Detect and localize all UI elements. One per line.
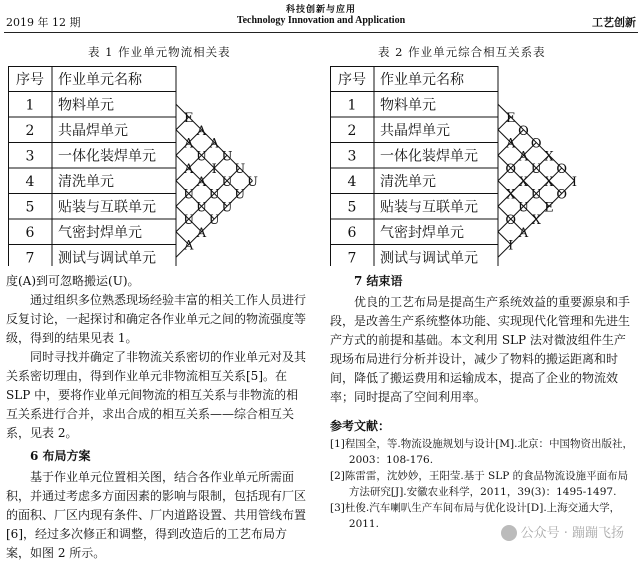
table1-relation-chart	[8, 66, 316, 266]
right-column	[330, 272, 636, 532]
relation-letter: E	[544, 200, 554, 216]
header-num: 序号	[16, 71, 44, 88]
relation-letter: X	[531, 213, 541, 228]
header-num: 序号	[338, 71, 366, 88]
row-number: 4	[347, 173, 357, 190]
relation-letter: U	[196, 200, 207, 216]
row-number: 4	[25, 173, 35, 190]
reference-item: [2]陈雷雷，沈妙妙，王阳莹.基于 SLP 的食品物流设施平面布局方法研究[J].安徽农业科学，2011，39(3)：1495-1497.	[330, 470, 629, 498]
relation-letter: O	[556, 187, 568, 203]
row-number: 5	[347, 199, 357, 216]
row-name: 共晶焊单元	[58, 122, 128, 139]
header-rule	[4, 32, 638, 33]
relation-letter: A	[196, 123, 207, 139]
relation-letter: A	[518, 225, 529, 241]
watermark-text: 公众号 · 蹦蹦飞扬	[520, 525, 624, 541]
row-name: 清洗单元	[380, 173, 436, 190]
row-number: 1	[25, 97, 35, 114]
row-number: 2	[347, 122, 357, 139]
paragraph: 度(A)到可忽略搬运(U)。	[6, 274, 140, 288]
relation-letter: O	[505, 162, 517, 177]
table1-title: 表 1 作业单元物流相关表	[88, 45, 231, 59]
relation-letter: I	[571, 174, 578, 190]
reference-item: [3]杜俊.汽车喇叭生产车间布局与优化设计[D].上海交通大学，2011.	[330, 502, 621, 530]
relation-letter: A	[184, 162, 194, 177]
row-name: 一体化装焊单元	[58, 148, 156, 165]
reference-item: [1]程国全，等.物流设施规划与设计[M].北京：中国物资出版社，2003：108-176.	[330, 438, 633, 466]
page-header	[0, 0, 642, 36]
relation-letter: A	[184, 136, 194, 152]
relation-letter: U	[234, 162, 246, 177]
row-number: 3	[347, 148, 357, 165]
relation-letter: O	[556, 162, 568, 177]
header-name: 作业单元名称	[58, 71, 142, 88]
relation-letter: I	[508, 238, 514, 254]
table2-title: 表 2 作业单元综合相互关系表	[378, 45, 546, 59]
relation-letter: U	[183, 187, 195, 203]
relation-letter: U	[234, 187, 246, 203]
row-number: 6	[25, 224, 35, 241]
row-name: 清洗单元	[58, 173, 114, 190]
relation-letter: X	[544, 149, 554, 165]
row-name: 物料单元	[58, 97, 114, 114]
row-name: 贴装与互联单元	[58, 199, 156, 216]
journal-name-en: Technology Innovation and Application	[236, 15, 406, 26]
relation-letter: O	[530, 136, 542, 152]
paragraph: 通过组织多位熟悉现场经验丰富的相关工作人员进行反复讨论，一起探讨和确定各作业单元之间的物流强度等级，得到的结果见表 1。	[6, 293, 307, 345]
relation-letter: U	[530, 187, 542, 203]
row-name: 测试与调试单元	[58, 250, 156, 266]
relation-letter: U	[208, 213, 220, 228]
header-name: 作业单元名称	[380, 71, 464, 88]
row-number: 5	[25, 199, 35, 216]
row-number: 7	[25, 250, 35, 266]
row-number: 3	[25, 148, 35, 165]
issue-label: 2019 年 12 期	[6, 16, 81, 29]
relation-letter: U	[221, 200, 233, 216]
row-name: 一体化装焊单元	[380, 148, 478, 165]
row-name: 贴装与互联单元	[380, 199, 478, 216]
relation-letter: X	[518, 174, 529, 190]
relation-letter: A	[184, 238, 194, 254]
relation-letter: U	[221, 149, 233, 165]
table2-relation-chart	[330, 66, 638, 266]
row-name: 测试与调试单元	[380, 250, 478, 266]
relation-letter: U	[518, 200, 529, 216]
section-heading: 7 结束语	[354, 274, 403, 288]
relation-letter: A	[196, 225, 207, 241]
row-number: 1	[347, 97, 357, 114]
relation-letter: E	[184, 111, 194, 126]
row-name: 气密封焊单元	[380, 224, 464, 241]
relation-letter: A	[209, 136, 219, 152]
relation-letter: U	[221, 174, 233, 190]
relation-letter: U	[183, 213, 195, 228]
relation-letter: U	[196, 149, 207, 165]
left-column	[6, 272, 310, 563]
relation-letter: I	[211, 162, 217, 177]
row-name: 物料单元	[380, 97, 436, 114]
relation-letter: E	[506, 111, 516, 126]
relation-letter: A	[518, 149, 529, 165]
relation-letter: O	[518, 123, 529, 139]
row-name: 气密封焊单元	[58, 224, 142, 241]
relation-letter: O	[505, 213, 517, 228]
relation-letter: U	[530, 162, 542, 177]
wechat-logo-icon	[501, 525, 517, 541]
relation-letter: A	[196, 174, 207, 190]
row-number: 6	[347, 224, 357, 241]
paragraph: 同时寻找并确定了非物流关系密切的作业单元对及其关系密切理由，得到作业单元非物流相互关系[5]。在 SLP 中，要将作业单元间物流的相互关系与非物流的相互关系进行合并，求出合成的相互关系——综合相互关系，见表 2。	[6, 350, 307, 440]
row-number: 2	[25, 122, 35, 139]
watermark	[501, 522, 624, 542]
paragraph: 基于作业单元位置相关图，结合各作业单元所需面积，并通过考虑多方面因素的影响与限制，包括现有厂区的面积、厂区内现有条件、厂内道路设置、共用管线布置[6]，经过多次修正和调整，得到改造后的工艺布局方案，如图 2 所示。	[6, 470, 307, 560]
relation-letter: X	[544, 174, 554, 190]
section-heading: 6 布局方案	[30, 449, 91, 463]
relation-letter: X	[506, 187, 516, 203]
relation-letter: U	[208, 187, 220, 203]
paragraph: 优良的工艺布局是提高生产系统效益的重要源泉和手段，是改善生产系统整体功能、实现现代化管理和先进生产方式的前提和基础。本文利用 SLP 法对微波组件生产现场布局进行分析并设计，减少了物料的搬运距离和时间，降低了搬运费用和运输成本，提高了企业的物流效率；同时提高了空间利用率。	[330, 295, 631, 404]
references-heading: 参考文献：	[330, 419, 391, 433]
section-label: 工艺创新	[592, 16, 636, 29]
row-number: 7	[347, 250, 357, 266]
relation-letter: U	[247, 174, 258, 190]
relation-letter: A	[506, 136, 516, 152]
row-name: 共晶焊单元	[380, 122, 450, 139]
journal-name-cn: 科技创新与应用	[285, 5, 356, 15]
